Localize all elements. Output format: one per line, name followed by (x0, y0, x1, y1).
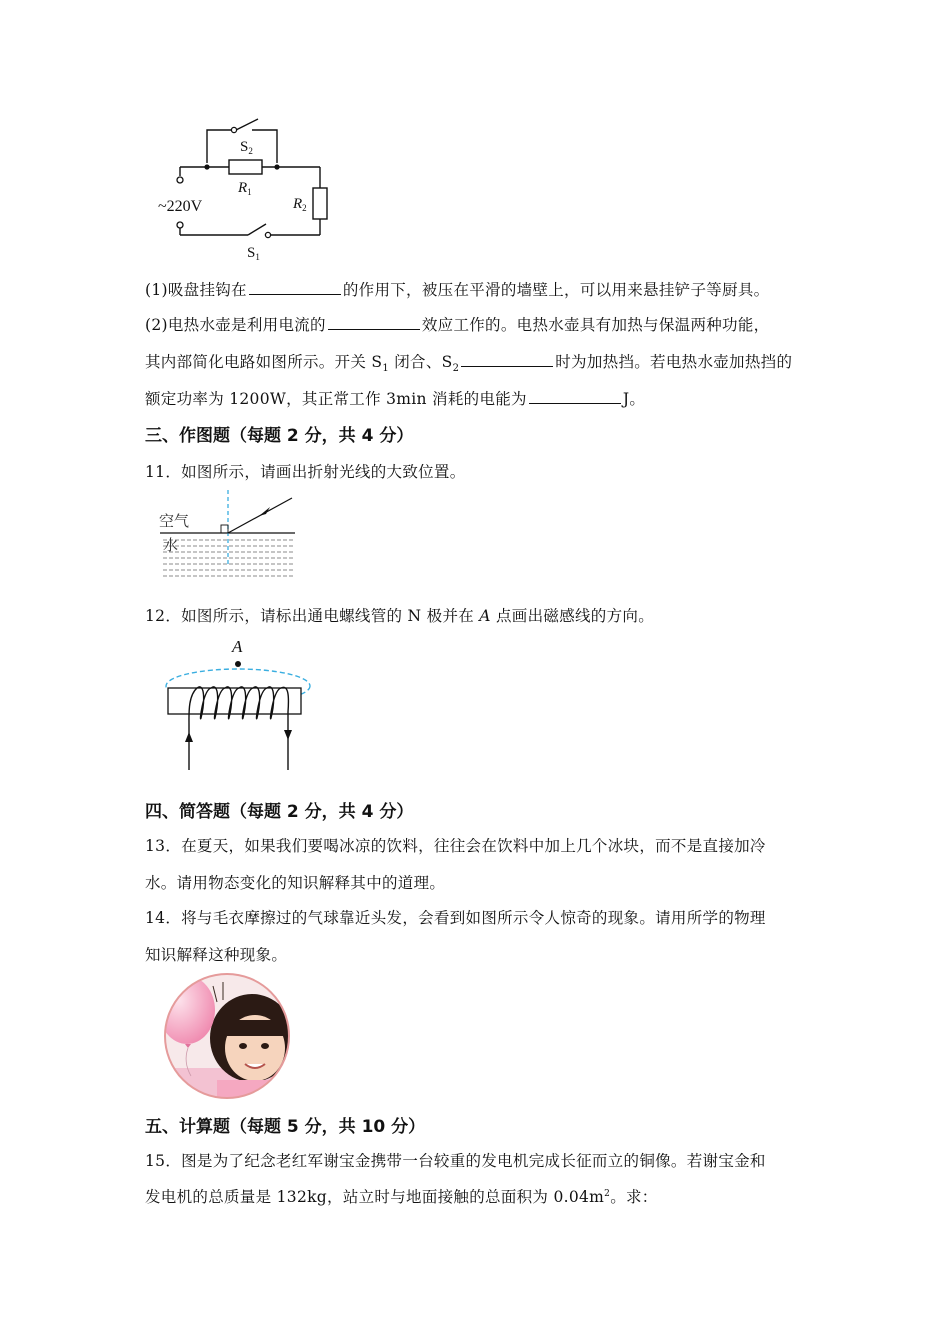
q10-part3: 其内部简化电路如图所示。开关 $S_1$ 闭合、$S_2$ 时为加热挡。若电热水壶加热挡的 (145, 353, 793, 375)
point-a-label: A (232, 637, 243, 656)
q15-line2: 发电机的总质量是 132kg，站立时与地面接触的总面积为 $0.04m^2$。求： (145, 1188, 658, 1206)
r2-sub: 2 (302, 203, 307, 213)
r1-label: R (238, 180, 248, 196)
q13-line1: 13．在夏天，如果我们要喝冰凉的饮料，往往会在饮料中加上几个冰块，而不是直接加冷 (145, 837, 766, 855)
air-label: 空气 (159, 514, 190, 530)
svg-text:R2 (292, 196, 307, 213)
q10-part1: (1)吸盘挂钩在 的作用下，被压在平滑的墙壁上，可以用来悬挂铲子等厨具。 (145, 281, 770, 299)
svg-text:R1 (237, 180, 252, 197)
refraction-figure (155, 488, 300, 580)
section-5-title: 五、计算题（每题 5 分，共 10 分） (145, 1117, 426, 1137)
balloon-girl-illustration (157, 972, 297, 1100)
q14-line2: 知识解释这种现象。 (145, 946, 288, 964)
q13-line2: 水。请用物态变化的知识解释其中的道理。 (145, 874, 446, 892)
answer-blank[interactable] (529, 389, 621, 404)
s2-label: S (240, 139, 249, 155)
section-3-title: 三、作图题（每题 2 分，共 4 分） (145, 426, 414, 446)
r2-label: R (293, 196, 303, 212)
q15-line1: 15．图是为了纪念老红军谢宝金携带一台较重的发电机完成长征而立的铜像。若谢宝金和 (145, 1152, 766, 1170)
r1-sub: 1 (247, 187, 252, 197)
svg-text:S2 (240, 139, 253, 156)
s1-label: S (247, 245, 256, 261)
answer-blank[interactable] (461, 352, 553, 367)
s2-sub: 2 (248, 146, 253, 156)
q14-line1: 14．将与毛衣摩擦过的气球靠近头发，会看到如图所示令人惊奇的现象。请用所学的物理 (145, 909, 766, 927)
solenoid-figure (155, 632, 320, 774)
q10-part4: 额定功率为 1200W，其正常工作 3min 消耗的电能为 J。 (145, 390, 646, 408)
answer-blank[interactable] (328, 315, 420, 330)
q11-text: 11．如图所示，请画出折射光线的大致位置。 (145, 463, 466, 481)
water-label: 水 (163, 538, 179, 554)
q12-text: 12．如图所示，请标出通电螺线管的 N 极并在 A 点画出磁感线的方向。 (145, 607, 655, 625)
section-4-title: 四、简答题（每题 2 分，共 4 分） (145, 802, 414, 822)
circuit-diagram (150, 110, 350, 265)
q10-part2: (2)电热水壶是利用电流的 效应工作的。电热水壶具有加热与保温两种功能， (145, 316, 770, 334)
s1-sub: 1 (255, 252, 260, 262)
answer-blank[interactable] (249, 280, 341, 295)
voltage-label: ~220V (158, 198, 203, 215)
svg-text:S1 (247, 245, 260, 262)
